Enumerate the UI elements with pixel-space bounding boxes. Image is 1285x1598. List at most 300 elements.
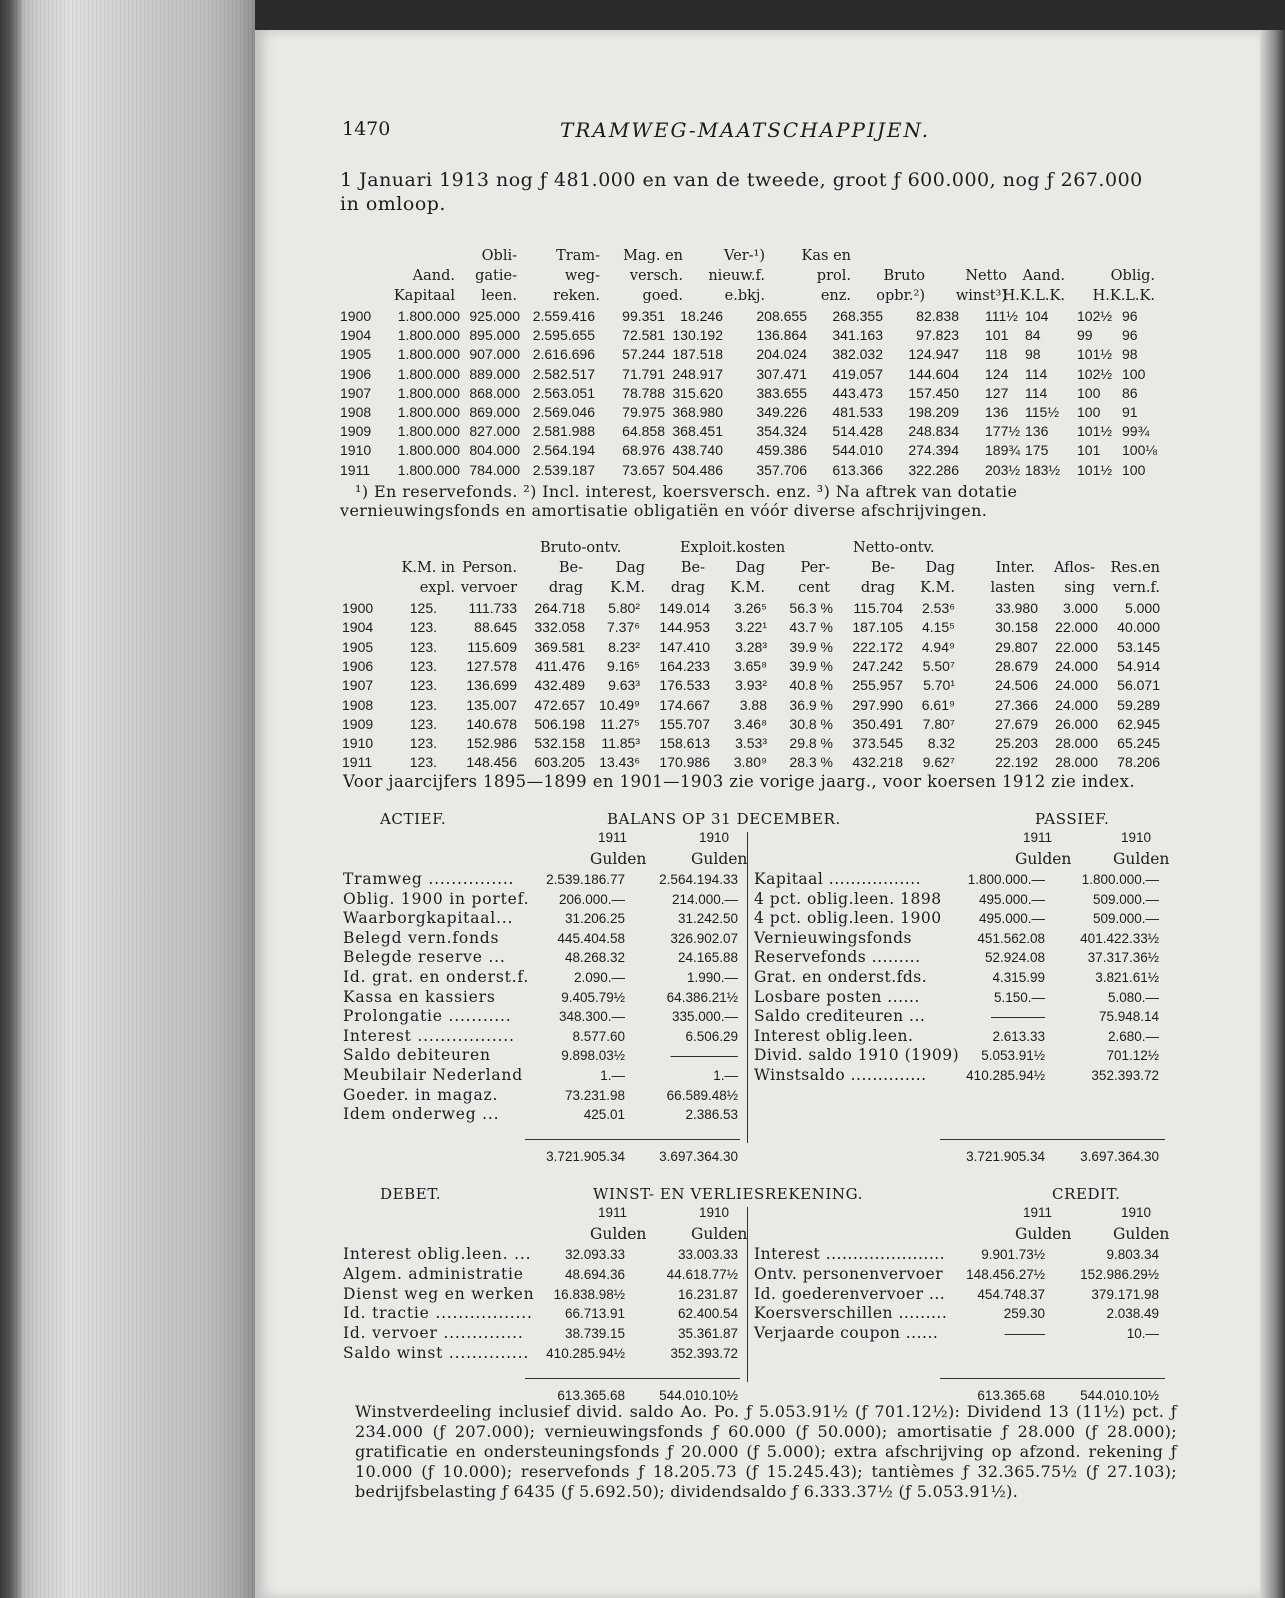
balans-left-label: Id. grat. en onderst.f.	[343, 968, 530, 986]
page-number: 1470	[342, 118, 391, 140]
balans-left-title: ACTIEF.	[380, 810, 447, 828]
table2-header-cell: lasten	[990, 580, 1035, 596]
balans-left-value-1910: 335.000.—	[671, 1009, 738, 1025]
table2-header-cell: Dag	[925, 560, 955, 576]
balans-right-value-1910: 509.000.—	[1092, 911, 1159, 927]
table2-cell: 176.533	[659, 677, 710, 694]
winst-left-label: Algem. administratie	[343, 1264, 524, 1283]
table2-year: 1910	[342, 735, 374, 752]
table2-cell: 11.27⁵	[600, 715, 640, 732]
winst-right-label: Verjaarde coupon ......	[754, 1324, 939, 1343]
table2-header-cell: drag	[548, 580, 583, 596]
table2-cell: 3.53³	[735, 735, 767, 752]
table2-cell: 10.49⁹	[598, 696, 640, 713]
winst-unit: Gulden	[1113, 1225, 1170, 1243]
table2-cell: 53.145	[1117, 638, 1160, 655]
table1-cell: 322.286	[908, 461, 959, 478]
table2-group-header-row	[255, 540, 1255, 560]
table2-row	[255, 639, 1255, 658]
balans-right-value-1911: 5.150.—	[993, 989, 1045, 1005]
table1-cell: 368.451	[672, 423, 723, 440]
winst-left-label: Interest oblig.leen. ...	[343, 1245, 532, 1263]
balans-left-value-1911: 9.898.03½	[561, 1048, 625, 1064]
table1-cell: 86	[1122, 384, 1138, 401]
table2-cell: 247.242	[852, 657, 903, 674]
table1-cell: 100	[1077, 384, 1101, 401]
balans-right-value-1911: 2.613.33	[992, 1028, 1045, 1044]
winst-left-value-1910: 16.231.87	[677, 1286, 738, 1302]
table1-cell: 274.394	[908, 442, 959, 459]
balans-left-value-1911: 1.—	[600, 1068, 625, 1083]
table2-header-cell: Be-	[870, 560, 895, 576]
table2-cell: 152.986	[466, 735, 517, 752]
winst-right-total-1911: 613.365.68	[977, 1387, 1045, 1403]
table2-cell: 25.203	[995, 735, 1038, 752]
table2-cell: 164.233	[659, 657, 710, 674]
table1-header-row	[255, 288, 1255, 308]
table2-cell: 123.	[409, 696, 437, 713]
balans-center-divider	[747, 832, 748, 1143]
winst-right-value-1911: 148.456.27½	[966, 1266, 1045, 1282]
table2-cell: 24.506	[995, 677, 1038, 694]
balans-unit: Gulden	[691, 850, 748, 868]
table1-cell: 124	[985, 365, 1009, 382]
table2-row	[255, 716, 1255, 735]
balans-right-label: Interest oblig.leen.	[754, 1026, 914, 1045]
table2-cell: 603.205	[534, 754, 585, 771]
table2-cell: 4.94⁹	[921, 638, 955, 655]
table1-cell: 189¾	[985, 442, 1021, 459]
table2-header-row	[255, 580, 1255, 600]
winst-left-total-1911: 613.365.68	[557, 1387, 625, 1403]
table1-header-cell: H.K.L.K.	[1092, 288, 1155, 304]
table2-header-cell: drag	[860, 580, 895, 596]
winst-right-value-1911: ———	[1004, 1326, 1045, 1342]
balans-right-value-1911: 52.924.08	[984, 950, 1045, 966]
table1-cell: 1.800.000	[397, 404, 460, 420]
table2-cell: 54.914	[1117, 657, 1160, 674]
table1-header-cell: nieuw.f.	[708, 268, 765, 284]
table1-cell: 204.024	[756, 346, 807, 363]
balans-year: 1910	[1121, 830, 1152, 845]
table2-cell: 147.410	[659, 638, 710, 655]
balans-right-value-1911: 1.800.000.—	[967, 872, 1045, 887]
table2-year: 1911	[342, 754, 373, 771]
winst-left-value-1910: 44.618.77½	[666, 1266, 738, 1282]
winst-right-value-1910: 379.171.98	[1091, 1286, 1159, 1302]
winst-unit: Gulden	[590, 1225, 647, 1243]
table1-row	[255, 346, 1255, 365]
table1-cell: 2.616.696	[532, 346, 595, 363]
table1-year: 1910	[340, 442, 372, 459]
table2-cell: 123.	[409, 638, 437, 655]
table1-row	[255, 327, 1255, 346]
balans-year: 1911	[1023, 830, 1053, 845]
table1-header-cell: Obli-	[481, 248, 517, 264]
table2-cell: 2.53⁶	[921, 600, 955, 616]
table1-cell: 102½	[1077, 308, 1113, 324]
balans-right-value-1911: 451.562.08	[977, 930, 1045, 946]
table1-year: 1906	[340, 365, 372, 382]
winstverdeeling-paragraph: Winstverdeeling inclusief divid. saldo Ao. Po. ƒ 5.053.91½ (ƒ 701.12½): Dividend 13 (11½) pct. ƒ 234.000 (ƒ 207.000); vernieuwingsfonds ƒ 60.000 (ƒ 50.000); amortisatie ƒ 28.000 (ƒ 28.000); gratificatie en ondersteuningsfonds ƒ 20.000 (ƒ 5.000); extra afschrijving op afzond. rekening ƒ 10.000 (ƒ 10.000); reservefonds ƒ 18.205.73 (ƒ 15.245.43); tantièmes ƒ 32.365.75½ (ƒ 27.103); bedrijfsbelasting ƒ 6435 (ƒ 5.692.50); dividendsaldo ƒ 6.333.37½ (ƒ 5.053.91½).	[355, 1402, 1177, 1501]
table1-cell: 544.010	[832, 442, 883, 459]
table1-cell: 1.800.000	[397, 384, 460, 401]
table2-cell: 30.8 %	[789, 715, 833, 732]
balans-right-label: Kapitaal .................	[754, 870, 922, 888]
table2-cell: 149.014	[659, 600, 710, 616]
table2-cell: 148.456	[466, 754, 517, 771]
table2-row	[255, 600, 1255, 619]
table2-cell: 24.000	[1055, 677, 1098, 694]
table1-cell: 99	[1077, 327, 1093, 344]
balans-right-total-rule	[940, 1139, 1165, 1140]
table2-header-cell: Aflos-	[1054, 560, 1095, 576]
balans-right-value-1910: 509.000.—	[1092, 891, 1159, 907]
table1-cell: 2.595.655	[532, 327, 595, 344]
table2-cell: 127.578	[466, 657, 517, 674]
table1-cell: 419.057	[832, 365, 883, 382]
balans-title: BALANS OP 31 DECEMBER.	[607, 810, 841, 828]
balans-left-value-1911: 206.000.—	[558, 891, 625, 907]
table1-cell: 100	[1077, 404, 1101, 420]
table1-cell: 136	[985, 404, 1009, 420]
winst-center-divider	[747, 1207, 748, 1382]
balans-left-value-1910: 66.589.48½	[666, 1087, 738, 1103]
table2-cell: 155.707	[659, 715, 710, 732]
table1-cell: 101½	[1077, 461, 1113, 478]
table1-cell: 307.471	[756, 365, 807, 382]
table1-cell: 2.564.194	[532, 442, 595, 459]
balans-right-value-1910: 3.821.61½	[1095, 970, 1159, 985]
table2-cell: 27.679	[995, 715, 1038, 732]
winst-title: WINST- EN VERLIESREKENING.	[593, 1185, 864, 1203]
table1-cell: 78.788	[622, 384, 665, 401]
balans-unit: Gulden	[590, 850, 647, 868]
table1-cell: 382.032	[832, 346, 883, 363]
table1-header-cell: Aand.	[1022, 268, 1065, 284]
table2-group-header: Bruto-ontv.	[540, 540, 622, 556]
winst-right-total-rule	[940, 1378, 1165, 1379]
table1-cell: 613.366	[832, 461, 883, 478]
table2-cell: 123.	[409, 657, 437, 674]
table2-cell: 11.85³	[601, 735, 640, 752]
table2-cell: 13.43⁶	[599, 754, 640, 771]
balans-left-label: Belegd vern.fonds	[343, 928, 500, 947]
table2-cell: 123.	[409, 715, 437, 732]
table2-group-header: Exploit.kosten	[680, 540, 786, 556]
table2-cell: 3.65⁸	[733, 657, 767, 674]
table1-header-cell: Kapitaal	[393, 288, 455, 304]
balans-left-value-1910: 6.506.29	[685, 1028, 738, 1044]
balans-left-value-1911: 2.539.186.77	[546, 872, 625, 887]
table2-cell: 43.7 %	[789, 619, 833, 636]
table2-cell: 432.218	[852, 754, 903, 771]
table2-cell: 115.704	[853, 600, 903, 616]
table2-cell: 6.61⁹	[921, 696, 955, 713]
table1-cell: 1.800.000	[397, 346, 460, 363]
table2-cell: 33.980	[995, 600, 1038, 616]
table1-cell: 98	[1025, 346, 1041, 363]
balans-left-value-1911: 8.577.60	[572, 1028, 625, 1044]
table2-cell: 136.699	[466, 677, 517, 694]
table2-header-cell: vervoer	[460, 580, 517, 596]
table1-year: 1911	[340, 461, 371, 478]
balans-unit: Gulden	[1015, 850, 1072, 868]
table2-cell: 56.3 %	[789, 600, 833, 616]
table2-cell: 432.489	[534, 677, 585, 694]
table2-header-cell: drag	[670, 580, 705, 596]
book-right-edge	[1260, 30, 1285, 1598]
table1-cell: 136.864	[756, 327, 807, 344]
balans-left-value-1910: 64.386.21½	[666, 989, 738, 1005]
table2-cell: 3.000	[1062, 600, 1098, 616]
table2-year: 1905	[342, 638, 374, 655]
table2-header-cell: Be-	[558, 560, 583, 576]
table1-cell: 136	[1025, 423, 1049, 440]
table1-cell: 1.800.000	[397, 461, 460, 478]
table1-cell: 895.000	[469, 327, 520, 344]
table1-header-cell: winst³)	[955, 288, 1007, 304]
table2-cell: 373.545	[852, 735, 903, 752]
table2-cell: 5.80²	[608, 600, 640, 616]
balans-right-label: Saldo crediteuren ...	[754, 1007, 926, 1026]
winst-left-value-1910: 62.400.54	[677, 1306, 738, 1322]
intro-line-1: 1 Januari 1913 nog ƒ 481.000 en van de tweede, groot ƒ 600.000, nog ƒ 267.000	[340, 169, 1143, 191]
balans-right-label: Losbare posten ......	[754, 987, 920, 1006]
table1-header-row	[255, 268, 1255, 288]
balans-right-label: 4 pct. oblig.leen. 1898	[754, 889, 942, 908]
table1-cell: 91	[1122, 404, 1138, 420]
table1-cell: 925.000	[469, 308, 520, 324]
table1-header-cell: weg-	[564, 268, 600, 284]
table1-cell: 481.533	[832, 404, 883, 420]
table2-year: 1908	[342, 696, 374, 713]
table1-cell: 101½	[1077, 423, 1113, 440]
table1-header-cell: Ver-¹)	[723, 248, 765, 264]
table2-header-cell: cent	[798, 580, 830, 596]
table1-cell: 804.000	[469, 442, 520, 459]
table1-cell: 100	[1122, 461, 1146, 478]
table1-cell: 99¾	[1122, 423, 1150, 440]
table1-cell: 18.246	[680, 308, 723, 324]
table1-cell: 2.569.046	[532, 404, 595, 420]
winst-right-label: Ontv. personenvervoer	[754, 1264, 944, 1283]
winst-unit: Gulden	[1015, 1225, 1072, 1243]
table2-row	[255, 754, 1255, 773]
table2-header-cell: Person.	[462, 560, 517, 576]
table2-cell: 28.000	[1055, 735, 1098, 752]
balans-right-value-1911: 5.053.91½	[981, 1048, 1045, 1064]
table2-cell: 22.000	[1055, 638, 1098, 655]
table1-cell: 57.244	[622, 346, 665, 363]
table2-cell: 56.071	[1117, 677, 1160, 694]
table2-row	[255, 658, 1255, 677]
table2-cell: 65.245	[1117, 735, 1160, 752]
table2-header-cell: Res.en	[1110, 560, 1160, 576]
table2-header-cell: Be-	[680, 560, 705, 576]
table1-cell: 101	[1077, 442, 1101, 459]
table1-cell: 118	[985, 346, 1008, 363]
table2-cell: 24.000	[1055, 657, 1098, 674]
table2-cell: 255.957	[852, 677, 903, 694]
balans-left-label: Interest .................	[343, 1026, 515, 1045]
table1-row	[255, 423, 1255, 442]
balans-right-value-1910: 2.680.—	[1107, 1028, 1159, 1044]
table1-header-cell: Kas en	[801, 248, 851, 264]
table2-cell: 115.609	[467, 638, 517, 655]
balans-right-value-1910: 1.800.000.—	[1081, 872, 1159, 887]
winst-unit: Gulden	[691, 1225, 748, 1243]
winst-left-label: Id. tractie .................	[343, 1304, 533, 1323]
table1-cell: 177½	[985, 423, 1021, 440]
table2-cell: 411.476	[535, 657, 585, 674]
balans-left-value-1910: 24.165.88	[677, 950, 738, 966]
table1-cell: 96	[1122, 308, 1138, 324]
table1-cell: 84	[1025, 327, 1041, 344]
table1-cell: 868.000	[469, 384, 520, 401]
table1-row	[255, 385, 1255, 404]
balans-year: 1911	[598, 830, 628, 845]
table1-footnote-2: vernieuwingsfonds en amortisatie obligatiën en vóór diverse afschrijvingen.	[340, 501, 988, 520]
balans-right-value-1911: 4.315.99	[992, 970, 1045, 985]
table1-cell: 354.324	[756, 423, 807, 440]
table1-year: 1904	[340, 327, 372, 344]
balans-left-label: Tramweg ...............	[343, 870, 515, 888]
table2-cell: 123.	[409, 677, 437, 694]
balans-left-value-1910: 214.000.—	[671, 891, 738, 907]
table1-row	[255, 308, 1255, 327]
table2-year: 1904	[342, 619, 374, 636]
balans-left-label: Goeder. in magaz.	[343, 1085, 499, 1104]
table1-row	[255, 442, 1255, 461]
intro-line-2: in omloop.	[340, 193, 446, 215]
balans-left-value-1911: 2.090.—	[573, 970, 625, 985]
winst-right-value-1911: 9.901.73½	[981, 1247, 1045, 1262]
book-page-edges	[0, 0, 255, 1598]
winst-right-label: Interest ......................	[754, 1245, 946, 1263]
table2-row	[255, 735, 1255, 754]
book-page	[255, 30, 1260, 1598]
table2-cell: 27.366	[995, 696, 1038, 713]
table2-header-cell: Dag	[615, 560, 645, 576]
balans-left-value-1910: 326.902.07	[670, 930, 738, 946]
table2-cell: 9.16⁵	[606, 657, 640, 674]
winst-right-value-1910: 152.986.29½	[1080, 1266, 1159, 1282]
intro-text	[340, 168, 1143, 216]
winst-right-label: Koersverschillen .........	[754, 1304, 948, 1323]
table2-cell: 123.	[409, 619, 437, 636]
table2-cell: 39.9 %	[789, 657, 833, 674]
table1-cell: 248.834	[908, 423, 959, 440]
balans-right-value-1910: 75.948.14	[1098, 1009, 1159, 1025]
table2-cell: 39.9 %	[789, 638, 833, 655]
table2-cell: 369.581	[534, 638, 585, 655]
balans-left-total-1911: 3.721.905.34	[546, 1148, 625, 1164]
table1-header-cell: Tram-	[556, 248, 600, 264]
table2-header-cell: Per-	[800, 560, 830, 576]
table2-cell: 5.000	[1124, 600, 1160, 616]
table2-cell: 264.718	[534, 600, 585, 616]
table1-cell: 183½	[1025, 461, 1061, 478]
table1-cell: 71.791	[622, 365, 665, 382]
table2-header-cell: sing	[1064, 580, 1095, 596]
table1-cell: 1.800.000	[397, 327, 460, 344]
table1-cell: 869.000	[469, 404, 520, 420]
table2-cell: 88.645	[474, 619, 517, 636]
table1-cell: 784.000	[469, 461, 520, 478]
table2-cell: 7.37⁶	[606, 619, 640, 636]
table2-cell: 3.80⁹	[733, 754, 767, 771]
table1-cell: 438.740	[672, 442, 723, 459]
table1-cell: 114	[1025, 384, 1048, 401]
balans-left-label: Kassa en kassiers	[343, 987, 496, 1006]
balans-year: 1910	[699, 830, 730, 845]
table2-header-cell: K.M.	[920, 580, 955, 596]
table2-cell: 8.23²	[608, 638, 640, 655]
winst-left-title: DEBET.	[380, 1185, 442, 1203]
table1-cell: 72.581	[622, 327, 665, 344]
table2-header-cell: Inter.	[995, 560, 1035, 576]
table1-cell: 124.947	[908, 346, 959, 363]
table2-header-cell: K.M. in	[401, 560, 455, 576]
table2-cell: 506.198	[534, 715, 585, 732]
table2-row	[255, 619, 1255, 638]
table2-cell: 4.15⁵	[921, 619, 955, 636]
table1-cell: 368.980	[672, 404, 723, 420]
table1-cell: 2.559.416	[532, 308, 595, 324]
table2-cell: 22.000	[1055, 619, 1098, 636]
balans-unit: Gulden	[1113, 850, 1170, 868]
winst-right-value-1910: 2.038.49	[1106, 1306, 1159, 1322]
table1-cell: 100⅛	[1122, 442, 1158, 459]
table1-cell: 111½	[985, 308, 1018, 324]
balans-left-value-1910: 31.242.50	[677, 911, 738, 927]
table1-cell: 504.486	[672, 461, 723, 478]
balans-left-label: Belegde reserve ...	[343, 948, 506, 967]
balans-left-total-1910: 3.697.364.30	[659, 1148, 738, 1164]
table1-cell: 357.706	[756, 461, 807, 478]
table2-cell: 111.733	[468, 600, 517, 616]
table2-cell: 472.657	[534, 696, 585, 713]
winst-year: 1910	[1121, 1205, 1152, 1220]
table1-header-row	[255, 248, 1255, 268]
table2-cell: 40.000	[1117, 619, 1160, 636]
winst-left-value-1911: 32.093.33	[564, 1247, 625, 1262]
table1-cell: 79.975	[622, 404, 665, 420]
winst-left-label: Id. vervoer ..............	[343, 1324, 524, 1343]
table2-cell: 123.	[409, 735, 437, 752]
table1-cell: 198.209	[908, 404, 959, 420]
table2-cell: 3.26⁵	[733, 600, 767, 616]
table2-cell: 174.667	[659, 696, 710, 713]
winst-right-label: Id. goederenvervoer ...	[754, 1284, 946, 1303]
balans-left-label: Idem onderweg ...	[343, 1105, 500, 1124]
balans-left-value-1911: 9.405.79½	[561, 989, 625, 1005]
winst-left-value-1911: 66.713.91	[564, 1306, 625, 1322]
table2-cell: 3.88	[739, 696, 767, 713]
table1-cell: 130.192	[672, 327, 723, 344]
table1-cell: 341.163	[832, 327, 883, 344]
table1-cell: 115½	[1025, 404, 1059, 420]
table2-cell: 3.46⁸	[733, 715, 767, 732]
table1-header-cell: Bruto	[883, 268, 925, 284]
table1-year: 1907	[340, 384, 372, 401]
winst-left-label: Saldo winst ..............	[343, 1344, 530, 1362]
table1-cell: 1.800.000	[397, 442, 460, 459]
balans-left-label: Meubilair Nederland	[343, 1066, 523, 1084]
table1-header-cell: versch.	[629, 268, 683, 284]
balans-right-total-1910: 3.697.364.30	[1080, 1148, 1159, 1164]
